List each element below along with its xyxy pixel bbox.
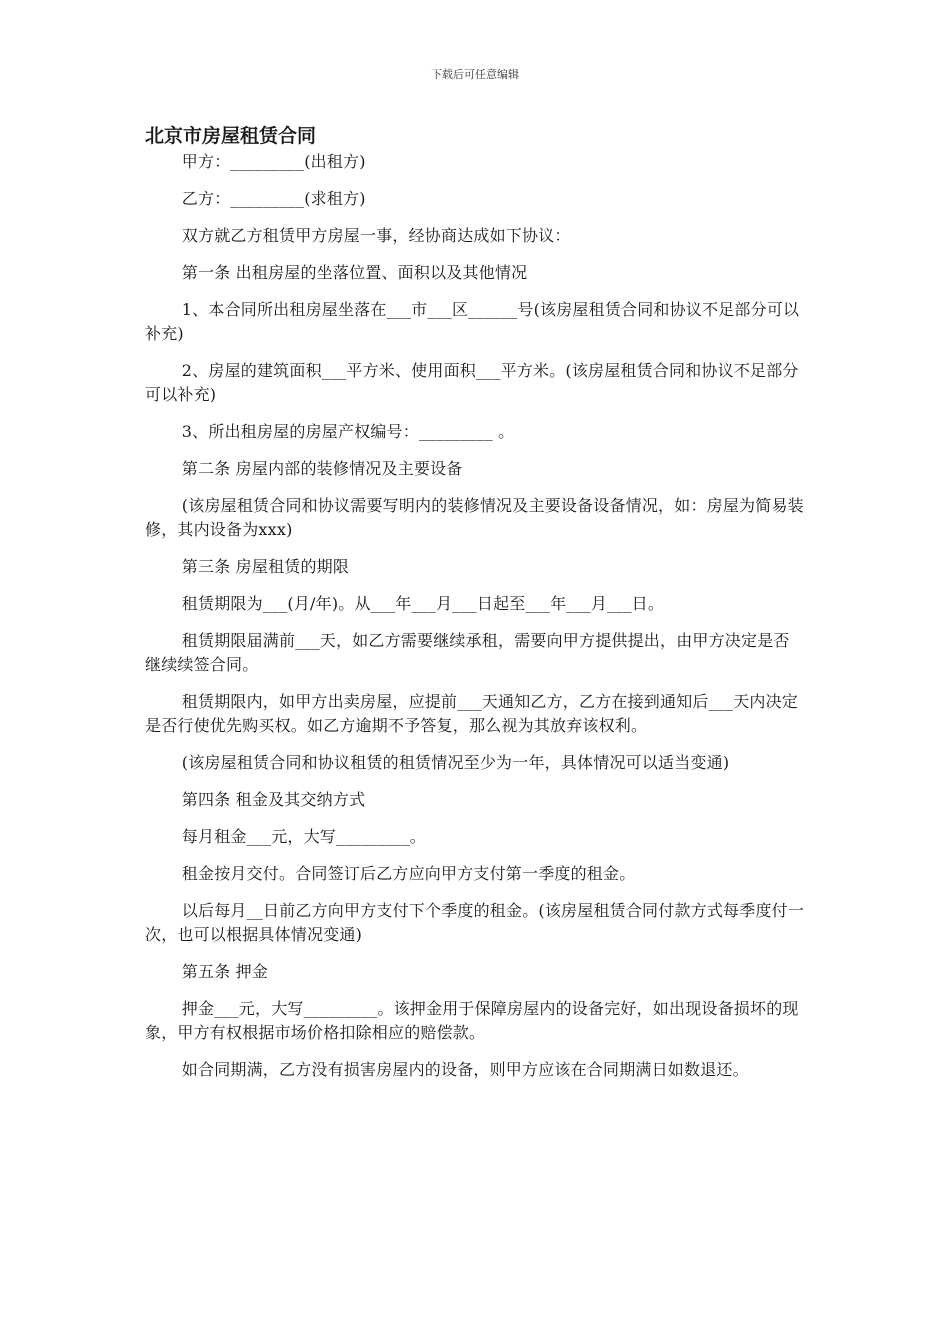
article-4-monthly-rent: 每月租金___元，大写_________。 bbox=[181, 827, 426, 846]
article-2-heading: 第二条 房屋内部的装修情况及主要设备 bbox=[181, 459, 463, 478]
party-a-line: 甲方：_________(出租方) bbox=[181, 152, 366, 171]
article-2-note: (该房屋租赁合同和协议需要写明内的装修情况及主要设备设备情况，如：房屋为简易装修，其内设备为xxx) bbox=[145, 496, 804, 539]
document-body bbox=[145, 122, 805, 1095]
document-title: 北京市房屋租赁合同 bbox=[145, 125, 317, 147]
article-5-deposit: 押金___元，大写_________。该押金用于保障房屋内的设备完好，如出现设备损坏的现象，甲方有权根据市场价格扣除相应的赔偿款。 bbox=[145, 999, 799, 1042]
article-1-item-3: 3、所出租房屋的房屋产权编号：_________ 。 bbox=[181, 422, 515, 441]
article-3-preemption: 租赁期限内，如甲方出卖房屋，应提前___天通知乙方，乙方在接到通知后___天内决定是否行使优先购买权。如乙方逾期不予答复，那么视为其放弃该权利。 bbox=[145, 692, 798, 735]
article-1-item-2: 2、房屋的建筑面积___平方米、使用面积___平方米。(该房屋租赁合同和协议不足部分可以补充) bbox=[145, 361, 799, 404]
article-3-term: 租赁期限为___(月/年)。从___年___月___日起至___年___月___日。 bbox=[181, 594, 665, 613]
page-header-note: 下载后可任意编辑 bbox=[431, 68, 519, 81]
party-b-line: 乙方：_________(求租方) bbox=[181, 189, 366, 208]
article-5-refund: 如合同期满，乙方没有损害房屋内的设备，则甲方应该在合同期满日如数退还。 bbox=[181, 1060, 749, 1079]
article-1-heading: 第一条 出租房屋的坐落位置、面积以及其他情况 bbox=[181, 263, 528, 282]
article-3-note: (该房屋租赁合同和协议租赁的租赁情况至少为一年，具体情况可以适当变通) bbox=[181, 753, 730, 772]
article-5-heading: 第五条 押金 bbox=[181, 962, 269, 981]
article-4-schedule: 以后每月__日前乙方向甲方支付下个季度的租金。(该房屋租赁合同付款方式每季度付一次，也可以根据具体情况变通) bbox=[145, 901, 805, 944]
article-4-payment: 租金按月交付。合同签订后乙方应向甲方支付第一季度的租金。 bbox=[181, 864, 636, 883]
article-4-heading: 第四条 租金及其交纳方式 bbox=[181, 790, 366, 809]
agreement-intro: 双方就乙方租赁甲方房屋一事，经协商达成如下协议： bbox=[181, 226, 571, 245]
article-3-heading: 第三条 房屋租赁的期限 bbox=[181, 557, 350, 576]
article-1-item-1: 1、本合同所出租房屋坐落在___市___区______号(该房屋租赁合同和协议不足部分可以补充) bbox=[145, 300, 800, 343]
article-3-renewal: 租赁期限届满前___天，如乙方需要继续承租，需要向甲方提供提出，由甲方决定是否继续续签合同。 bbox=[145, 631, 790, 674]
